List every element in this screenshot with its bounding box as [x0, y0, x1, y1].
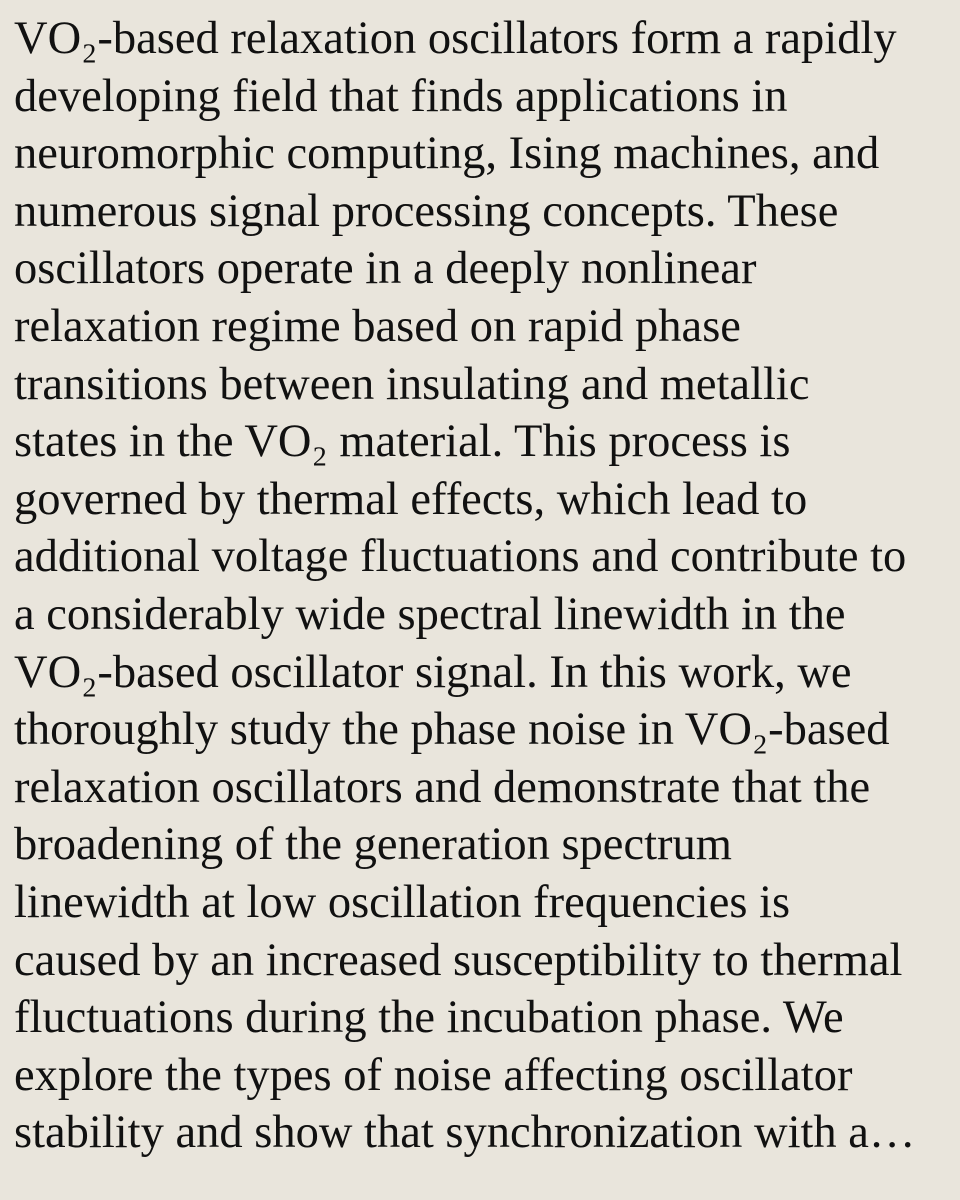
abstract-line: thoroughly study the phase noise in VO₂-based [14, 704, 890, 756]
abstract-line: VO₂-based relaxation oscillators form a rapidly [14, 13, 897, 64]
abstract-line: transitions between insulating and metallic [14, 358, 810, 410]
abstract-line: numerous signal processing concepts. These [14, 185, 839, 237]
abstract-paragraph [14, 10, 948, 1162]
abstract-line: additional voltage fluctuations and contribute to [14, 531, 907, 583]
abstract-line: caused by an increased susceptibility to thermal [14, 934, 903, 986]
abstract-line: governed by thermal effects, which lead to [14, 473, 808, 525]
abstract-line: relaxation regime based on rapid phase [14, 300, 741, 352]
abstract-line: fluctuations during the incubation phase. We [14, 992, 844, 1044]
abstract-line: states in the VO₂ material. This process is [14, 416, 791, 468]
abstract-line: neuromorphic computing, Ising machines, and [14, 128, 880, 180]
abstract-line: a considerably wide spectral linewidth in the [14, 588, 846, 640]
abstract-line: developing field that finds applications in [14, 70, 788, 122]
abstract-line: explore the types of noise affecting oscillator [14, 1049, 853, 1101]
abstract-line: VO₂-based oscillator signal. In this work, we [14, 646, 852, 698]
abstract-line: linewidth at low oscillation frequencies is [14, 876, 791, 928]
abstract-line: stability and show that synchronization with a… [14, 1107, 916, 1159]
abstract-line: broadening of the generation spectrum [14, 819, 732, 871]
abstract-line: relaxation oscillators and demonstrate that the [14, 761, 871, 813]
abstract-line: oscillators operate in a deeply nonlinear [14, 243, 757, 295]
